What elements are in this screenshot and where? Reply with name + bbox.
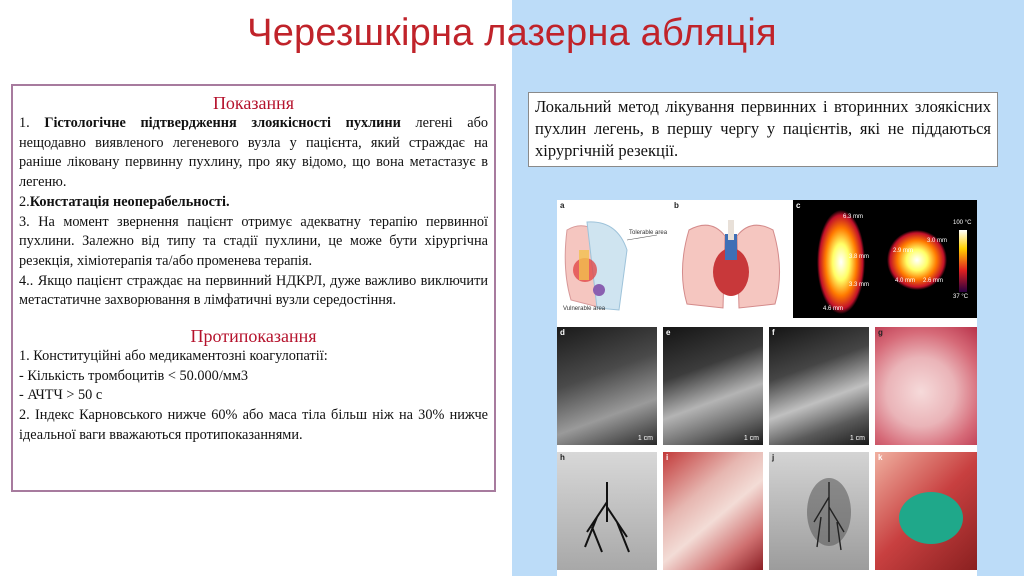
tolerable-area-label: Tolerable area	[629, 230, 668, 236]
heart-lung-illustration	[671, 200, 791, 318]
panel-b-heart-diagram	[671, 200, 791, 318]
scale-bar-f: 1 cm	[849, 435, 865, 442]
lung-illustration-a	[557, 200, 669, 318]
measurement-3: 3.3 mm	[849, 282, 870, 288]
panel-f-ct-scan	[769, 327, 869, 445]
scale-bar-d: 1 cm	[637, 435, 653, 442]
panel-label-g: g	[878, 328, 883, 337]
panel-label-a: a	[560, 201, 565, 210]
contraindication-item-1a: - Кількість тромбоцитів < 50.000/мм3	[19, 367, 249, 384]
measurement-7: 4.0 mm	[895, 278, 916, 284]
panel-label-d: d	[560, 328, 565, 337]
temp-max-label: 100 °C	[953, 220, 972, 226]
bronchial-tree-j	[769, 452, 869, 570]
measurement-8: 2.6 mm	[923, 278, 944, 284]
panel-g-tissue-photo	[875, 327, 977, 445]
contraindication-item-1b: - АЧТЧ > 50 с	[19, 387, 103, 404]
panel-d-ct-scan	[557, 327, 657, 445]
thermal-map-graphic	[793, 200, 977, 318]
contraindication-item-2: 2. Індекс Карновського нижче 60% або маса тіла більш ніж на 30% нижче ідеальної ваги вважаються протипоказаннями.	[19, 407, 488, 443]
panel-i-lung-photo	[663, 452, 763, 570]
indications-heading: Показання	[212, 93, 295, 113]
contraindication-item-1: 1. Конституційні або медикаментозні коагулопатії:	[19, 348, 328, 365]
panel-label-j: j	[772, 453, 775, 462]
bronchial-tree-h	[557, 452, 657, 570]
panel-j-xray	[769, 452, 869, 570]
contraindications-heading: Протипоказання	[190, 326, 317, 347]
vulnerable-area-label: Vulnerable area	[563, 306, 606, 312]
panel-k-surgery-photo	[875, 452, 977, 570]
ablation-figure	[557, 200, 977, 576]
panel-label-e: e	[666, 328, 671, 337]
panel-e-ct-scan	[663, 327, 763, 445]
panel-a-lung-diagram	[557, 200, 669, 318]
panel-label-k: k	[878, 453, 883, 462]
indication-item-3: 3. На момент звернення пацієнт отримує адекватну терапію первинної пухлини. Залежно від типу та стадії пухлини, це може бути хірургічна резекція, хіміотерапія та/або променева терапія.	[19, 213, 488, 269]
panel-label-f: f	[772, 328, 775, 337]
indications-panel	[11, 84, 496, 492]
indication-item-1: 1. Гістологічне підтвердження злоякісності пухлини легені або нещодавно виявленого легеневого вузла у пацієнта, який страждає на раніше ліковану первинну пухлину, про яку відомо, що вона метастазує в легеню.	[19, 115, 488, 191]
panel-label-i: i	[666, 453, 669, 462]
measurement-1: 6.3 mm	[843, 214, 864, 220]
green-specimen	[875, 452, 977, 570]
measurement-2: 3.8 mm	[849, 254, 870, 260]
measurement-6: 3.0 mm	[927, 238, 948, 244]
measurement-4: 4.6 mm	[823, 306, 844, 312]
panel-label-c: c	[796, 201, 801, 210]
indication-item-2: 2.Констатація неоперабельності.	[19, 193, 230, 210]
panel-h-xray	[557, 452, 657, 570]
indication-item-4: 4.. Якщо пацієнт страждає на первинний НДКРЛ, дуже важливо виключити метастатичне захворювання в лімфатичні вузли середостіння.	[19, 272, 488, 309]
measurement-5: 2.9 mm	[893, 248, 914, 254]
slide-title: Черезшкірна лазерна абляція	[247, 12, 777, 54]
description-box: Локальний метод лікування первинних і вторинних злоякісних пухлин легень, в першу чергу у пацієнтів, які не піддаються хірургічній резекції.	[528, 92, 998, 167]
panel-c-thermal-map	[793, 200, 977, 318]
scale-bar-e: 1 cm	[743, 435, 759, 442]
temp-min-label: 37 °C	[953, 294, 969, 300]
panel-label-h: h	[560, 453, 565, 462]
panel-label-b: b	[674, 201, 679, 210]
